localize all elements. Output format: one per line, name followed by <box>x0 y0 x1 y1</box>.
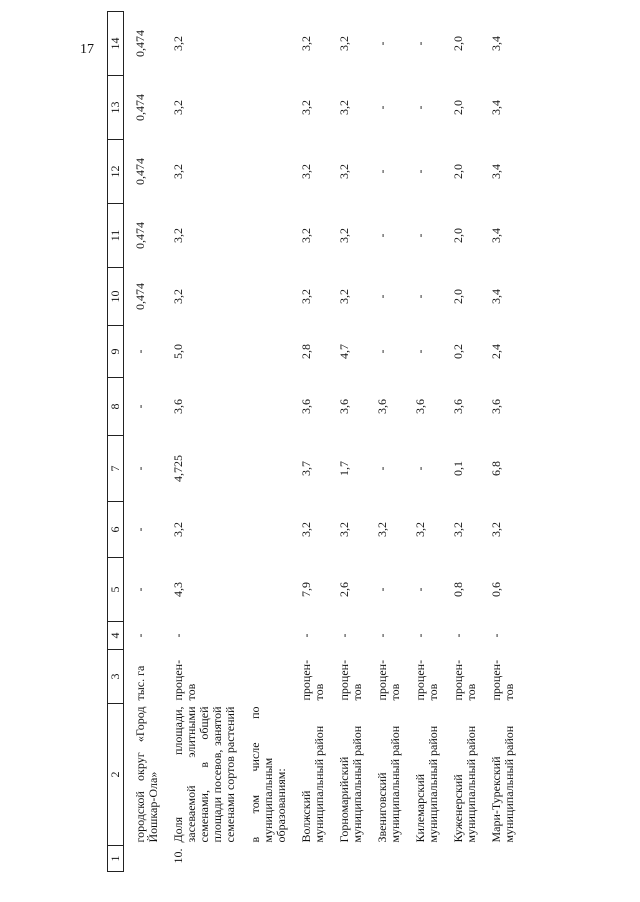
unit: процен-тов <box>337 659 364 701</box>
value-cell <box>239 558 290 622</box>
value-cell: 2,0 <box>451 228 465 243</box>
value-cell: 3,2 <box>451 522 465 537</box>
value-cell <box>239 268 290 326</box>
row-number <box>442 846 480 872</box>
value-cell: 3,4 <box>489 289 503 304</box>
value-cell: 3,2 <box>171 289 185 304</box>
header-cell: 7 <box>108 436 124 502</box>
header-cell: 10 <box>108 268 124 326</box>
value-cell: 3,6 <box>171 399 185 414</box>
unit: процен-тов <box>375 659 402 701</box>
value-cell: 3,6 <box>413 399 427 414</box>
table-row <box>366 12 404 872</box>
value-cell: 2,6 <box>337 582 351 597</box>
row-number <box>366 846 404 872</box>
unit: процен-тов <box>413 659 440 701</box>
unit: процен-тов <box>451 659 478 701</box>
value-cell: - <box>413 41 427 46</box>
value-cell: 5,0 <box>171 344 185 359</box>
table-body <box>124 12 519 872</box>
value-cell: 0,474 <box>133 283 147 310</box>
value-cell: - <box>375 294 389 299</box>
unit: процен-тов <box>299 659 326 701</box>
value-cell: - <box>133 633 147 638</box>
table-row <box>124 12 163 872</box>
value-cell: 0,1 <box>451 461 465 476</box>
table-row <box>442 12 480 872</box>
value-cell: 3,4 <box>489 100 503 115</box>
value-cell: 0,474 <box>133 94 147 121</box>
value-cell: 3,2 <box>171 100 185 115</box>
table-row <box>162 12 239 872</box>
value-cell: 0,474 <box>133 222 147 249</box>
indicator-name: Килемарский муниципальный район <box>413 725 440 843</box>
value-cell <box>239 76 290 140</box>
value-cell: 0,474 <box>133 30 147 57</box>
value-cell: 3,2 <box>171 164 185 179</box>
table-row <box>328 12 366 872</box>
indicator-name: Мари-Турекский муниципальный район <box>489 725 516 843</box>
value-cell: - <box>133 466 147 471</box>
value-cell: 2,4 <box>489 344 503 359</box>
header-cell: 1 <box>108 846 124 872</box>
header-cell: 12 <box>108 140 124 204</box>
indicator-name: Доля площади, засеваемой элитными семенами, в общей площади посевов, занятой семенами сортов растений <box>171 706 237 843</box>
value-cell: 3,2 <box>337 228 351 243</box>
value-cell <box>239 204 290 268</box>
value-cell: 2,8 <box>299 344 313 359</box>
value-cell: - <box>375 233 389 238</box>
value-cell: 3,2 <box>299 522 313 537</box>
value-cell: - <box>413 466 427 471</box>
value-cell: 6,8 <box>489 461 503 476</box>
value-cell <box>239 326 290 378</box>
row-number <box>328 846 366 872</box>
value-cell: - <box>375 105 389 110</box>
value-cell: 3,6 <box>337 399 351 414</box>
value-cell <box>239 502 290 558</box>
table-row <box>290 12 328 872</box>
header-cell: 11 <box>108 204 124 268</box>
value-cell: 3,6 <box>451 399 465 414</box>
value-cell: 0,8 <box>451 582 465 597</box>
value-cell: - <box>375 633 389 638</box>
value-cell: 3,2 <box>299 228 313 243</box>
value-cell: 3,2 <box>337 164 351 179</box>
row-number <box>290 846 328 872</box>
value-cell: 2,0 <box>451 289 465 304</box>
value-cell: - <box>133 527 147 532</box>
value-cell: - <box>375 349 389 354</box>
value-cell <box>239 436 290 502</box>
value-cell: 3,2 <box>337 289 351 304</box>
header-cell: 2 <box>108 704 124 846</box>
value-cell: - <box>133 349 147 354</box>
value-cell: 4,7 <box>337 344 351 359</box>
indicator-name: Куженерский муниципальный район <box>451 725 478 843</box>
value-cell: - <box>413 233 427 238</box>
value-cell: 3,2 <box>375 522 389 537</box>
row-number <box>404 846 442 872</box>
table-row <box>404 12 442 872</box>
header-cell: 9 <box>108 326 124 378</box>
value-cell: - <box>489 633 503 638</box>
header-cell: 4 <box>108 622 124 650</box>
value-cell: - <box>375 466 389 471</box>
indicators-table <box>107 11 518 872</box>
unit: процен-тов <box>489 659 516 701</box>
value-cell: 3,2 <box>489 522 503 537</box>
value-cell <box>239 378 290 436</box>
value-cell: - <box>133 404 147 409</box>
value-cell: - <box>451 633 465 638</box>
unit: процен-тов <box>171 659 198 701</box>
value-cell: 7,9 <box>299 582 313 597</box>
value-cell: 3,2 <box>171 522 185 537</box>
value-cell: 3,6 <box>489 399 503 414</box>
value-cell: 3,2 <box>299 289 313 304</box>
value-cell: 3,2 <box>337 522 351 537</box>
value-cell: 3,6 <box>299 399 313 414</box>
header-cell: 13 <box>108 76 124 140</box>
table-row <box>480 12 518 872</box>
value-cell <box>239 12 290 76</box>
value-cell: - <box>413 105 427 110</box>
value-cell: - <box>375 41 389 46</box>
value-cell: 3,2 <box>299 100 313 115</box>
value-cell: - <box>171 633 185 638</box>
indicator-name: городской округ «Город Йошкар-Ола» <box>133 706 160 843</box>
value-cell <box>239 140 290 204</box>
value-cell: 3,2 <box>413 522 427 537</box>
value-cell: 0,2 <box>451 344 465 359</box>
unit <box>239 650 290 704</box>
value-cell: 3,2 <box>299 164 313 179</box>
value-cell: 3,6 <box>375 399 389 414</box>
value-cell: 3,4 <box>489 228 503 243</box>
indicator-name: Звениговский муниципальный район <box>375 725 402 843</box>
header-row <box>108 12 124 872</box>
value-cell: 3,4 <box>489 36 503 51</box>
row-number <box>239 846 290 872</box>
value-cell: - <box>299 633 313 638</box>
indicator-name: Горномарийский муниципальный район <box>337 725 364 843</box>
indicator-name: Волжский муниципальный район <box>299 725 326 843</box>
row-number: 10. <box>171 848 185 864</box>
header-cell: 3 <box>108 650 124 704</box>
unit: тыс. га <box>133 665 147 701</box>
value-cell: - <box>413 169 427 174</box>
rotated-table-container <box>107 12 537 872</box>
header-cell: 6 <box>108 502 124 558</box>
value-cell: 2,0 <box>451 164 465 179</box>
value-cell: 0,474 <box>133 158 147 185</box>
value-cell: 3,2 <box>337 36 351 51</box>
value-cell <box>239 622 290 650</box>
value-cell: - <box>413 633 427 638</box>
table-row <box>239 12 290 872</box>
value-cell: - <box>375 169 389 174</box>
header-cell: 14 <box>108 12 124 76</box>
value-cell: 3,4 <box>489 164 503 179</box>
value-cell: 3,2 <box>337 100 351 115</box>
value-cell: - <box>337 633 351 638</box>
value-cell: - <box>413 587 427 592</box>
value-cell: 3,2 <box>171 228 185 243</box>
indicator-name: в том числе по муниципальным образованиям: <box>248 706 288 843</box>
header-cell: 5 <box>108 558 124 622</box>
header-cell: 8 <box>108 378 124 436</box>
value-cell: - <box>133 587 147 592</box>
value-cell: 3,2 <box>171 36 185 51</box>
value-cell: 2,0 <box>451 100 465 115</box>
page-number: 17 <box>80 42 94 57</box>
value-cell: 4,725 <box>171 455 185 482</box>
value-cell: 1,7 <box>337 461 351 476</box>
value-cell: - <box>413 294 427 299</box>
value-cell: - <box>413 349 427 354</box>
value-cell: 2,0 <box>451 36 465 51</box>
value-cell: 0,6 <box>489 582 503 597</box>
row-number <box>480 846 518 872</box>
row-number <box>124 846 163 872</box>
value-cell: 4,3 <box>171 582 185 597</box>
value-cell: 3,7 <box>299 461 313 476</box>
value-cell: - <box>375 587 389 592</box>
value-cell: 3,2 <box>299 36 313 51</box>
